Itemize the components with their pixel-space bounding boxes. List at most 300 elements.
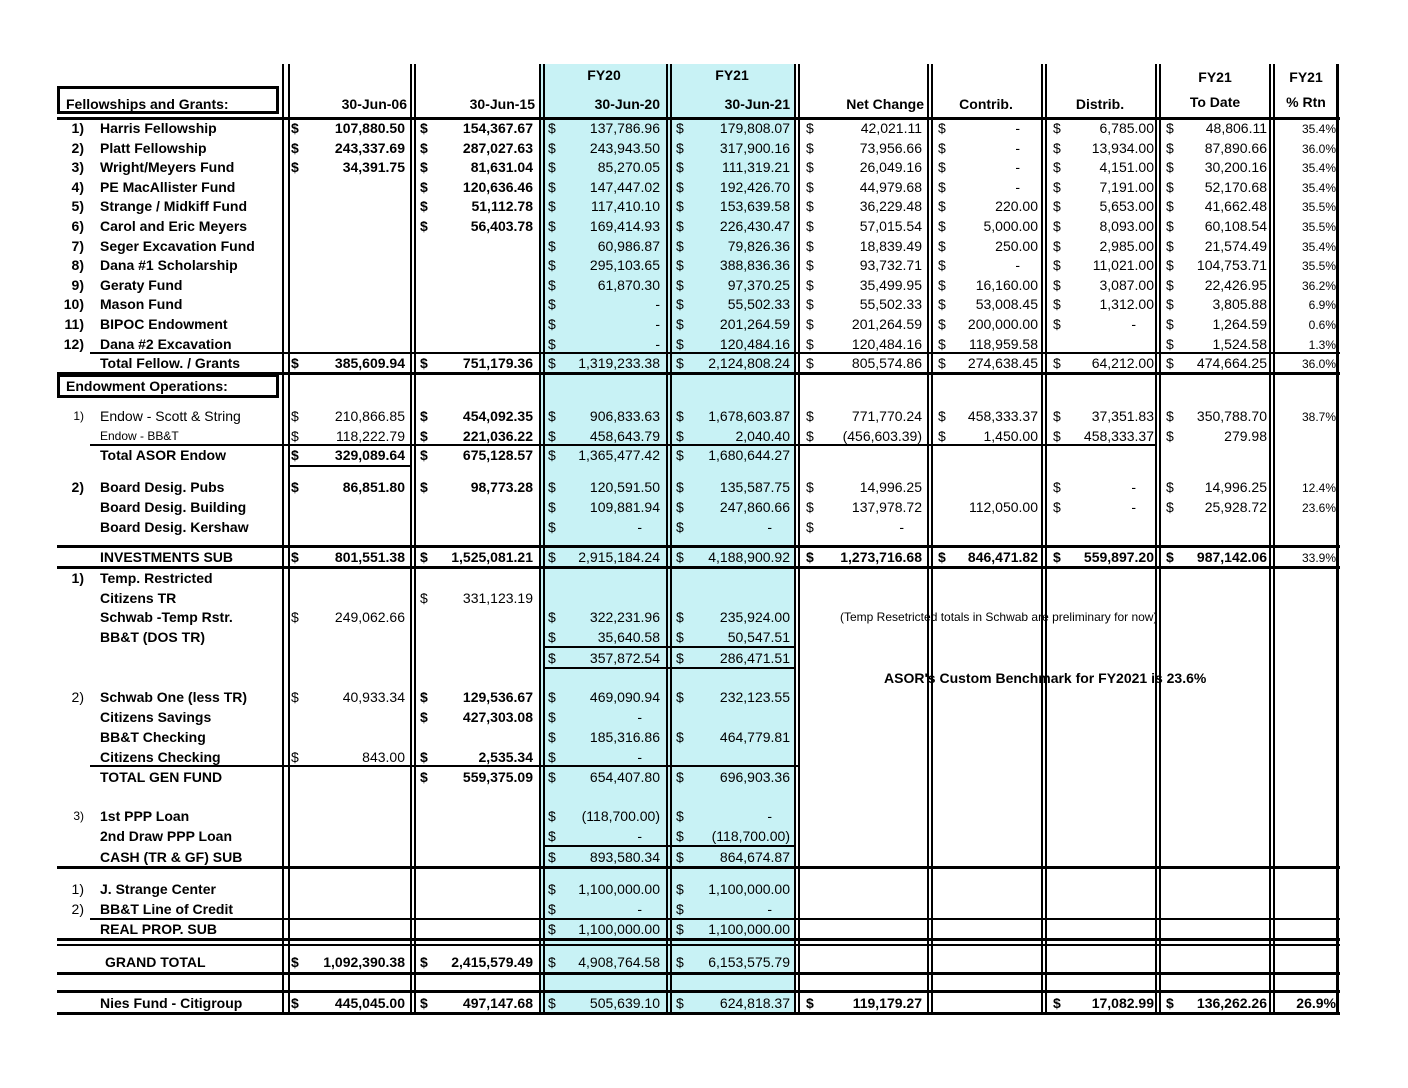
todate-value: 25,928.72 <box>1204 499 1267 515</box>
distrib-value: 6,785.00 <box>1099 120 1154 136</box>
row-label: Carol and Eric Meyers <box>100 218 248 234</box>
jun20-value: 61,870.30 <box>597 276 660 293</box>
jun15-value: 497,147.68 <box>462 995 533 1011</box>
currency-symbol: $ <box>548 316 556 332</box>
row-label: Endow - BB&T <box>100 429 179 443</box>
currency-symbol: $ <box>806 276 814 293</box>
rtn-value: 36.0% <box>1301 141 1336 156</box>
jun06-value: 210,866.85 <box>334 408 405 424</box>
todate-value: 41,662.48 <box>1204 198 1267 215</box>
contrib-value: 1,450.00 <box>983 428 1038 444</box>
currency-symbol: $ <box>291 408 299 424</box>
rtn-value: 38.7% <box>1301 410 1336 424</box>
currency-symbol: $ <box>1053 428 1061 444</box>
currency-symbol: $ <box>1166 479 1174 495</box>
todate-value: 987,142.06 <box>1196 549 1267 565</box>
row-label: Endow - Scott & String <box>100 408 241 424</box>
currency-symbol: $ <box>1053 159 1061 176</box>
jun15-value: 51,112.78 <box>471 198 533 215</box>
currency-symbol: $ <box>1166 355 1174 371</box>
rtn-value: 35.5% <box>1301 259 1336 274</box>
currency-symbol: $ <box>676 881 684 897</box>
todate-value: 1,524.58 <box>1212 335 1267 352</box>
distrib-value: 8,093.00 <box>1099 218 1154 234</box>
currency-symbol: $ <box>548 849 556 865</box>
jun21-value: 97,370.25 <box>727 276 790 293</box>
jun15-value: 154,367.67 <box>462 120 533 136</box>
jun15-value: 454,092.35 <box>462 408 533 424</box>
currency-symbol: $ <box>1053 296 1061 313</box>
currency-symbol: $ <box>676 499 684 515</box>
currency-symbol: $ <box>548 749 556 765</box>
jun20-value: - <box>655 316 660 332</box>
jun15-value: 2,415,579.49 <box>451 954 533 970</box>
currency-symbol: $ <box>291 428 299 444</box>
jun21-value: 1,100,000.00 <box>708 921 790 937</box>
row-number: 2) <box>71 689 84 705</box>
benchmark-text: ASOR's Custom Benchmark for FY2021 is 23.6% <box>884 670 1207 686</box>
currency-symbol: $ <box>291 749 299 765</box>
todate-value: 48,806.11 <box>1205 120 1267 136</box>
jun06-value: 385,609.94 <box>334 355 405 371</box>
currency-symbol: $ <box>676 808 684 824</box>
currency-symbol: $ <box>420 139 428 156</box>
distrib-value: 1,312.00 <box>1099 296 1154 313</box>
todate-value: 30,200.16 <box>1204 159 1267 176</box>
currency-symbol: $ <box>676 428 684 444</box>
distrib-value: 37,351.83 <box>1091 408 1154 424</box>
column-divider <box>282 64 284 1014</box>
currency-symbol: $ <box>548 519 556 535</box>
col-header: 30-Jun-15 <box>469 96 535 112</box>
jun20-value: 109,881.94 <box>589 499 660 515</box>
currency-symbol: $ <box>676 689 684 705</box>
currency-symbol: $ <box>1166 159 1174 176</box>
row-label: 1st PPP Loan <box>100 808 190 824</box>
distrib-value: - <box>1131 479 1136 495</box>
row-number: 1) <box>73 409 84 423</box>
currency-symbol: $ <box>1053 276 1061 293</box>
currency-symbol: $ <box>291 355 299 371</box>
note-text: (Temp Resetricted totals in Schwab are preliminary for now) <box>840 610 1158 624</box>
jun21-value: 153,639.58 <box>719 198 790 215</box>
currency-symbol: $ <box>291 995 299 1011</box>
row-label: BB&T (DOS TR) <box>100 629 205 645</box>
currency-symbol: $ <box>806 159 814 176</box>
total-label: REAL PROP. SUB <box>100 921 217 937</box>
total-label: Total Fellow. / Grants <box>100 355 241 371</box>
currency-symbol: $ <box>291 609 299 625</box>
row-label: Geraty Fund <box>100 276 183 293</box>
currency-symbol: $ <box>1053 218 1061 234</box>
jun21-value: 247,860.66 <box>719 499 790 515</box>
jun20-value: 893,580.34 <box>589 849 660 865</box>
contrib-value: 5,000.00 <box>983 218 1038 234</box>
jun15-value: 675,128.57 <box>462 447 533 463</box>
net-value: 36,229.48 <box>859 198 922 215</box>
currency-symbol: $ <box>806 257 814 274</box>
distrib-value: - <box>1131 316 1136 332</box>
currency-symbol: $ <box>291 689 299 705</box>
currency-symbol: $ <box>548 650 556 666</box>
todate-value: 60,108.54 <box>1204 218 1267 234</box>
col-header: 30-Jun-06 <box>341 96 407 112</box>
column-divider <box>927 64 929 1014</box>
jun06-value: 34,391.75 <box>342 159 405 176</box>
row-number: 1) <box>71 881 84 897</box>
jun21-value: 2,124,808.24 <box>708 355 790 371</box>
currency-symbol: $ <box>548 218 556 234</box>
distrib-value: 7,191.00 <box>1099 178 1154 195</box>
currency-symbol: $ <box>676 218 684 234</box>
currency-symbol: $ <box>676 954 684 970</box>
jun20-value: - <box>655 296 660 313</box>
row-label: Nies Fund - Citigroup <box>100 995 243 1011</box>
currency-symbol: $ <box>1053 499 1061 515</box>
currency-symbol: $ <box>548 335 556 352</box>
distrib-value: 458,333.37 <box>1083 428 1154 444</box>
row-label: PE MacAllister Fund <box>100 178 236 195</box>
currency-symbol: $ <box>676 650 684 666</box>
row-label: Board Desig. Kershaw <box>100 519 249 535</box>
column-divider <box>539 64 541 1014</box>
cell-text: - <box>637 901 642 917</box>
currency-symbol: $ <box>676 159 684 176</box>
row-label: Seger Excavation Fund <box>100 237 255 254</box>
row-number: 9) <box>71 276 84 293</box>
fy21-rtn-header: FY21 <box>1289 69 1323 85</box>
contrib-value: 846,471.82 <box>967 549 1038 565</box>
currency-symbol: $ <box>676 549 684 565</box>
rule-line <box>543 845 794 847</box>
currency-symbol: $ <box>1166 139 1174 156</box>
total-label: TOTAL GEN FUND <box>100 769 223 785</box>
rtn-value: 35.5% <box>1301 220 1336 234</box>
row-label: Schwab -Temp Rstr. <box>100 609 233 625</box>
contrib-value: 220.00 <box>995 198 1038 215</box>
currency-symbol: $ <box>676 316 684 332</box>
currency-symbol: $ <box>676 609 684 625</box>
contrib-value: - <box>1015 178 1020 195</box>
currency-symbol: $ <box>291 447 299 463</box>
distrib-value: - <box>1131 499 1136 515</box>
currency-symbol: $ <box>548 355 556 371</box>
row-label: BIPOC Endowment <box>100 316 228 332</box>
currency-symbol: $ <box>548 901 556 917</box>
jun21-value: 864,674.87 <box>719 849 790 865</box>
cell-text: - <box>637 709 642 725</box>
jun20-value: 357,872.54 <box>589 650 660 666</box>
currency-symbol: $ <box>1166 428 1174 444</box>
net-value: 93,732.71 <box>859 257 922 274</box>
rule-line <box>57 972 1340 975</box>
currency-symbol: $ <box>420 178 428 195</box>
rule-line <box>57 944 1340 946</box>
currency-symbol: $ <box>676 921 684 937</box>
currency-symbol: $ <box>938 355 946 371</box>
currency-symbol: $ <box>291 139 299 156</box>
net-value: 18,839.49 <box>859 237 922 254</box>
currency-symbol: $ <box>1166 120 1174 136</box>
net-value: 57,015.54 <box>859 218 922 234</box>
jun20-value: 35,640.58 <box>597 629 660 645</box>
jun21-value: 232,123.55 <box>719 689 790 705</box>
net-value: 201,264.59 <box>851 316 922 332</box>
rule-line <box>543 646 794 648</box>
currency-symbol: $ <box>1053 408 1061 424</box>
cell-text: - <box>637 749 642 765</box>
jun20-value: 2,915,184.24 <box>578 549 660 565</box>
net-value: 120,484.16 <box>851 335 922 352</box>
jun20-value: 85,270.05 <box>597 159 660 176</box>
currency-symbol: $ <box>806 428 814 444</box>
column-divider <box>670 64 672 1014</box>
jun15-value: 751,179.36 <box>462 355 533 371</box>
currency-symbol: $ <box>806 499 814 515</box>
row-label: Board Desig. Pubs <box>100 479 225 495</box>
currency-symbol: $ <box>806 120 814 136</box>
jun20-value: 147,447.02 <box>589 178 660 195</box>
row-label: 2nd Draw PPP Loan <box>100 828 232 844</box>
currency-symbol: $ <box>548 178 556 195</box>
todate-value: 474,664.25 <box>1196 355 1267 371</box>
currency-symbol: $ <box>806 198 814 215</box>
col-header: 30-Jun-20 <box>594 96 660 112</box>
distrib-value: 64,212.00 <box>1091 355 1154 371</box>
currency-symbol: $ <box>420 689 428 705</box>
rtn-value: 33.9% <box>1301 551 1336 565</box>
jun20-value: 505,639.10 <box>589 995 660 1011</box>
jun21-value: 50,547.51 <box>727 629 790 645</box>
currency-symbol: $ <box>676 276 684 293</box>
rtn-value: 6.9% <box>1308 298 1336 313</box>
currency-symbol: $ <box>676 139 684 156</box>
jun21-value: 4,188,900.92 <box>708 549 790 565</box>
row-label: Wright/Meyers Fund <box>100 159 235 176</box>
jun06-value: 118,222.79 <box>335 428 405 444</box>
jun15-value: 287,027.63 <box>462 139 533 156</box>
jun06-value: 243,337.69 <box>334 139 405 156</box>
currency-symbol: $ <box>676 178 684 195</box>
jun20-value: 1,100,000.00 <box>578 881 660 897</box>
distrib-value: 3,087.00 <box>1099 276 1154 293</box>
currency-symbol: $ <box>420 120 428 136</box>
currency-symbol: $ <box>548 629 556 645</box>
row-label: Citizens Checking <box>100 749 221 765</box>
column-divider <box>666 64 668 1014</box>
currency-symbol: $ <box>1053 479 1061 495</box>
jun20-value: 4,908,764.58 <box>578 954 660 970</box>
currency-symbol: $ <box>1166 237 1174 254</box>
net-value: 35,499.95 <box>859 276 922 293</box>
jun21-value: 388,836.36 <box>719 257 790 274</box>
jun20-value: 243,943.50 <box>589 139 660 156</box>
currency-symbol: $ <box>806 316 814 332</box>
column-divider <box>1159 64 1161 1014</box>
currency-symbol: $ <box>548 428 556 444</box>
jun15-value: 56,403.78 <box>470 218 533 234</box>
currency-symbol: $ <box>420 549 428 565</box>
todate-value: 3,805.88 <box>1212 296 1267 313</box>
column-divider <box>931 64 933 1014</box>
jun20-value: 906,833.63 <box>589 408 660 424</box>
jun21-value: 317,900.16 <box>719 139 790 156</box>
col-header: Contrib. <box>959 96 1013 112</box>
jun21-value: 111,319.21 <box>722 159 790 176</box>
currency-symbol: $ <box>938 408 946 424</box>
todate-value: 87,890.66 <box>1204 139 1267 156</box>
row-label: J. Strange Center <box>100 881 216 897</box>
currency-symbol: $ <box>1053 316 1061 332</box>
currency-symbol: $ <box>548 769 556 785</box>
jun20-value: 1,319,233.38 <box>578 355 660 371</box>
currency-symbol: $ <box>806 995 814 1011</box>
currency-symbol: $ <box>548 159 556 176</box>
total-label: Total ASOR Endow <box>100 447 226 463</box>
jun20-value: 169,414.93 <box>589 218 660 234</box>
currency-symbol: $ <box>548 296 556 313</box>
rtn-value: 12.4% <box>1301 481 1336 495</box>
column-divider <box>288 64 290 1014</box>
net-value: 805,574.86 <box>851 355 922 371</box>
net-value: 1,273,716.68 <box>840 549 922 565</box>
currency-symbol: $ <box>291 120 299 136</box>
net-value: (456,603.39) <box>842 428 922 444</box>
jun06-value: 445,045.00 <box>334 995 405 1011</box>
row-label: Dana #1 Scholarship <box>100 257 238 274</box>
todate-value: 21,574.49 <box>1204 237 1267 254</box>
currency-symbol: $ <box>806 549 814 565</box>
rule-line <box>90 765 798 767</box>
col-header: 30-Jun-21 <box>724 96 790 112</box>
row-label: Dana #2 Excavation <box>100 335 232 352</box>
contrib-value: 200,000.00 <box>967 316 1038 332</box>
row-number: 2) <box>71 901 84 917</box>
column-divider <box>1041 64 1043 1014</box>
jun21-value: 179,808.07 <box>719 120 790 136</box>
currency-symbol: $ <box>676 519 684 535</box>
jun21-value: 464,779.81 <box>719 729 790 745</box>
cell-text: - <box>637 519 642 535</box>
row-number: 2) <box>71 479 84 495</box>
contrib-value: 16,160.00 <box>975 276 1038 293</box>
currency-symbol: $ <box>938 198 946 215</box>
currency-symbol: $ <box>938 316 946 332</box>
fy20-header: FY20 <box>587 67 621 83</box>
rule-line <box>288 465 410 467</box>
jun21-value: 286,471.51 <box>719 650 790 666</box>
currency-symbol: $ <box>1053 355 1061 371</box>
currency-symbol: $ <box>291 159 299 176</box>
currency-symbol: $ <box>548 198 556 215</box>
currency-symbol: $ <box>1053 139 1061 156</box>
jun20-value: 295,103.65 <box>589 257 660 274</box>
row-number: 12) <box>63 335 84 352</box>
col-header: % Rtn <box>1286 94 1326 110</box>
column-divider <box>410 64 412 1014</box>
distrib-value: 17,082.99 <box>1091 995 1154 1011</box>
currency-symbol: $ <box>1166 276 1174 293</box>
currency-symbol: $ <box>676 335 684 352</box>
jun21-value: 696,903.36 <box>719 769 790 785</box>
currency-symbol: $ <box>548 479 556 495</box>
col-header: Distrib. <box>1075 96 1125 112</box>
contrib-value: 53,008.45 <box>975 296 1038 313</box>
currency-symbol: $ <box>1166 198 1174 215</box>
currency-symbol: $ <box>938 428 946 444</box>
currency-symbol: $ <box>806 178 814 195</box>
currency-symbol: $ <box>420 709 428 725</box>
currency-symbol: $ <box>676 901 684 917</box>
jun21-value: 1,680,644.27 <box>708 447 790 463</box>
rtn-value: 0.6% <box>1308 318 1336 332</box>
row-number: 1) <box>71 120 84 136</box>
column-divider <box>798 64 800 1014</box>
currency-symbol: $ <box>676 408 684 424</box>
jun15-value: 2,535.34 <box>478 749 533 765</box>
jun20-value: - <box>655 335 660 352</box>
jun15-value: 120,636.46 <box>462 178 533 195</box>
row-label: Platt Fellowship <box>100 139 207 156</box>
contrib-value: 458,333.37 <box>967 408 1038 424</box>
col-header: Net Change <box>846 96 924 112</box>
currency-symbol: $ <box>938 335 946 352</box>
rtn-value: 36.2% <box>1301 278 1336 293</box>
jun21-value: 2,040.40 <box>735 428 790 444</box>
currency-symbol: $ <box>676 995 684 1011</box>
column-divider <box>1045 64 1047 1014</box>
jun06-value: 86,851.80 <box>342 479 405 495</box>
net-value: 771,770.24 <box>851 408 922 424</box>
todate-value: 1,264.59 <box>1212 316 1267 332</box>
currency-symbol: $ <box>420 198 428 215</box>
currency-symbol: $ <box>1053 178 1061 195</box>
currency-symbol: $ <box>676 479 684 495</box>
jun15-value: 559,375.09 <box>462 769 533 785</box>
distrib-value: 4,151.00 <box>1099 159 1154 176</box>
currency-symbol: $ <box>676 355 684 371</box>
currency-symbol: $ <box>548 499 556 515</box>
currency-symbol: $ <box>938 120 946 136</box>
row-number: 4) <box>71 178 84 195</box>
currency-symbol: $ <box>548 237 556 254</box>
jun06-value: 1,092,390.38 <box>323 954 405 970</box>
row-number: 3) <box>71 159 84 176</box>
todate-value: 136,262.26 <box>1196 995 1267 1011</box>
currency-symbol: $ <box>806 139 814 156</box>
currency-symbol: $ <box>1166 178 1174 195</box>
column-divider <box>414 64 416 1014</box>
jun15-value: 221,036.22 <box>462 428 533 444</box>
currency-symbol: $ <box>420 749 428 765</box>
currency-symbol: $ <box>806 237 814 254</box>
currency-symbol: $ <box>1053 120 1061 136</box>
currency-symbol: $ <box>676 296 684 313</box>
currency-symbol: $ <box>806 479 814 495</box>
fy21-header: FY21 <box>715 67 749 83</box>
currency-symbol: $ <box>676 237 684 254</box>
todate-value: 14,996.25 <box>1204 479 1267 495</box>
currency-symbol: $ <box>676 198 684 215</box>
column-divider <box>1269 64 1271 1014</box>
rtn-value: 26.9% <box>1296 995 1336 1011</box>
row-number: 11) <box>64 316 84 332</box>
rtn-value: 35.4% <box>1301 239 1336 254</box>
jun15-value: 81,631.04 <box>470 159 533 176</box>
currency-symbol: $ <box>291 954 299 970</box>
jun06-value: 40,933.34 <box>342 689 405 705</box>
currency-symbol: $ <box>420 355 428 371</box>
